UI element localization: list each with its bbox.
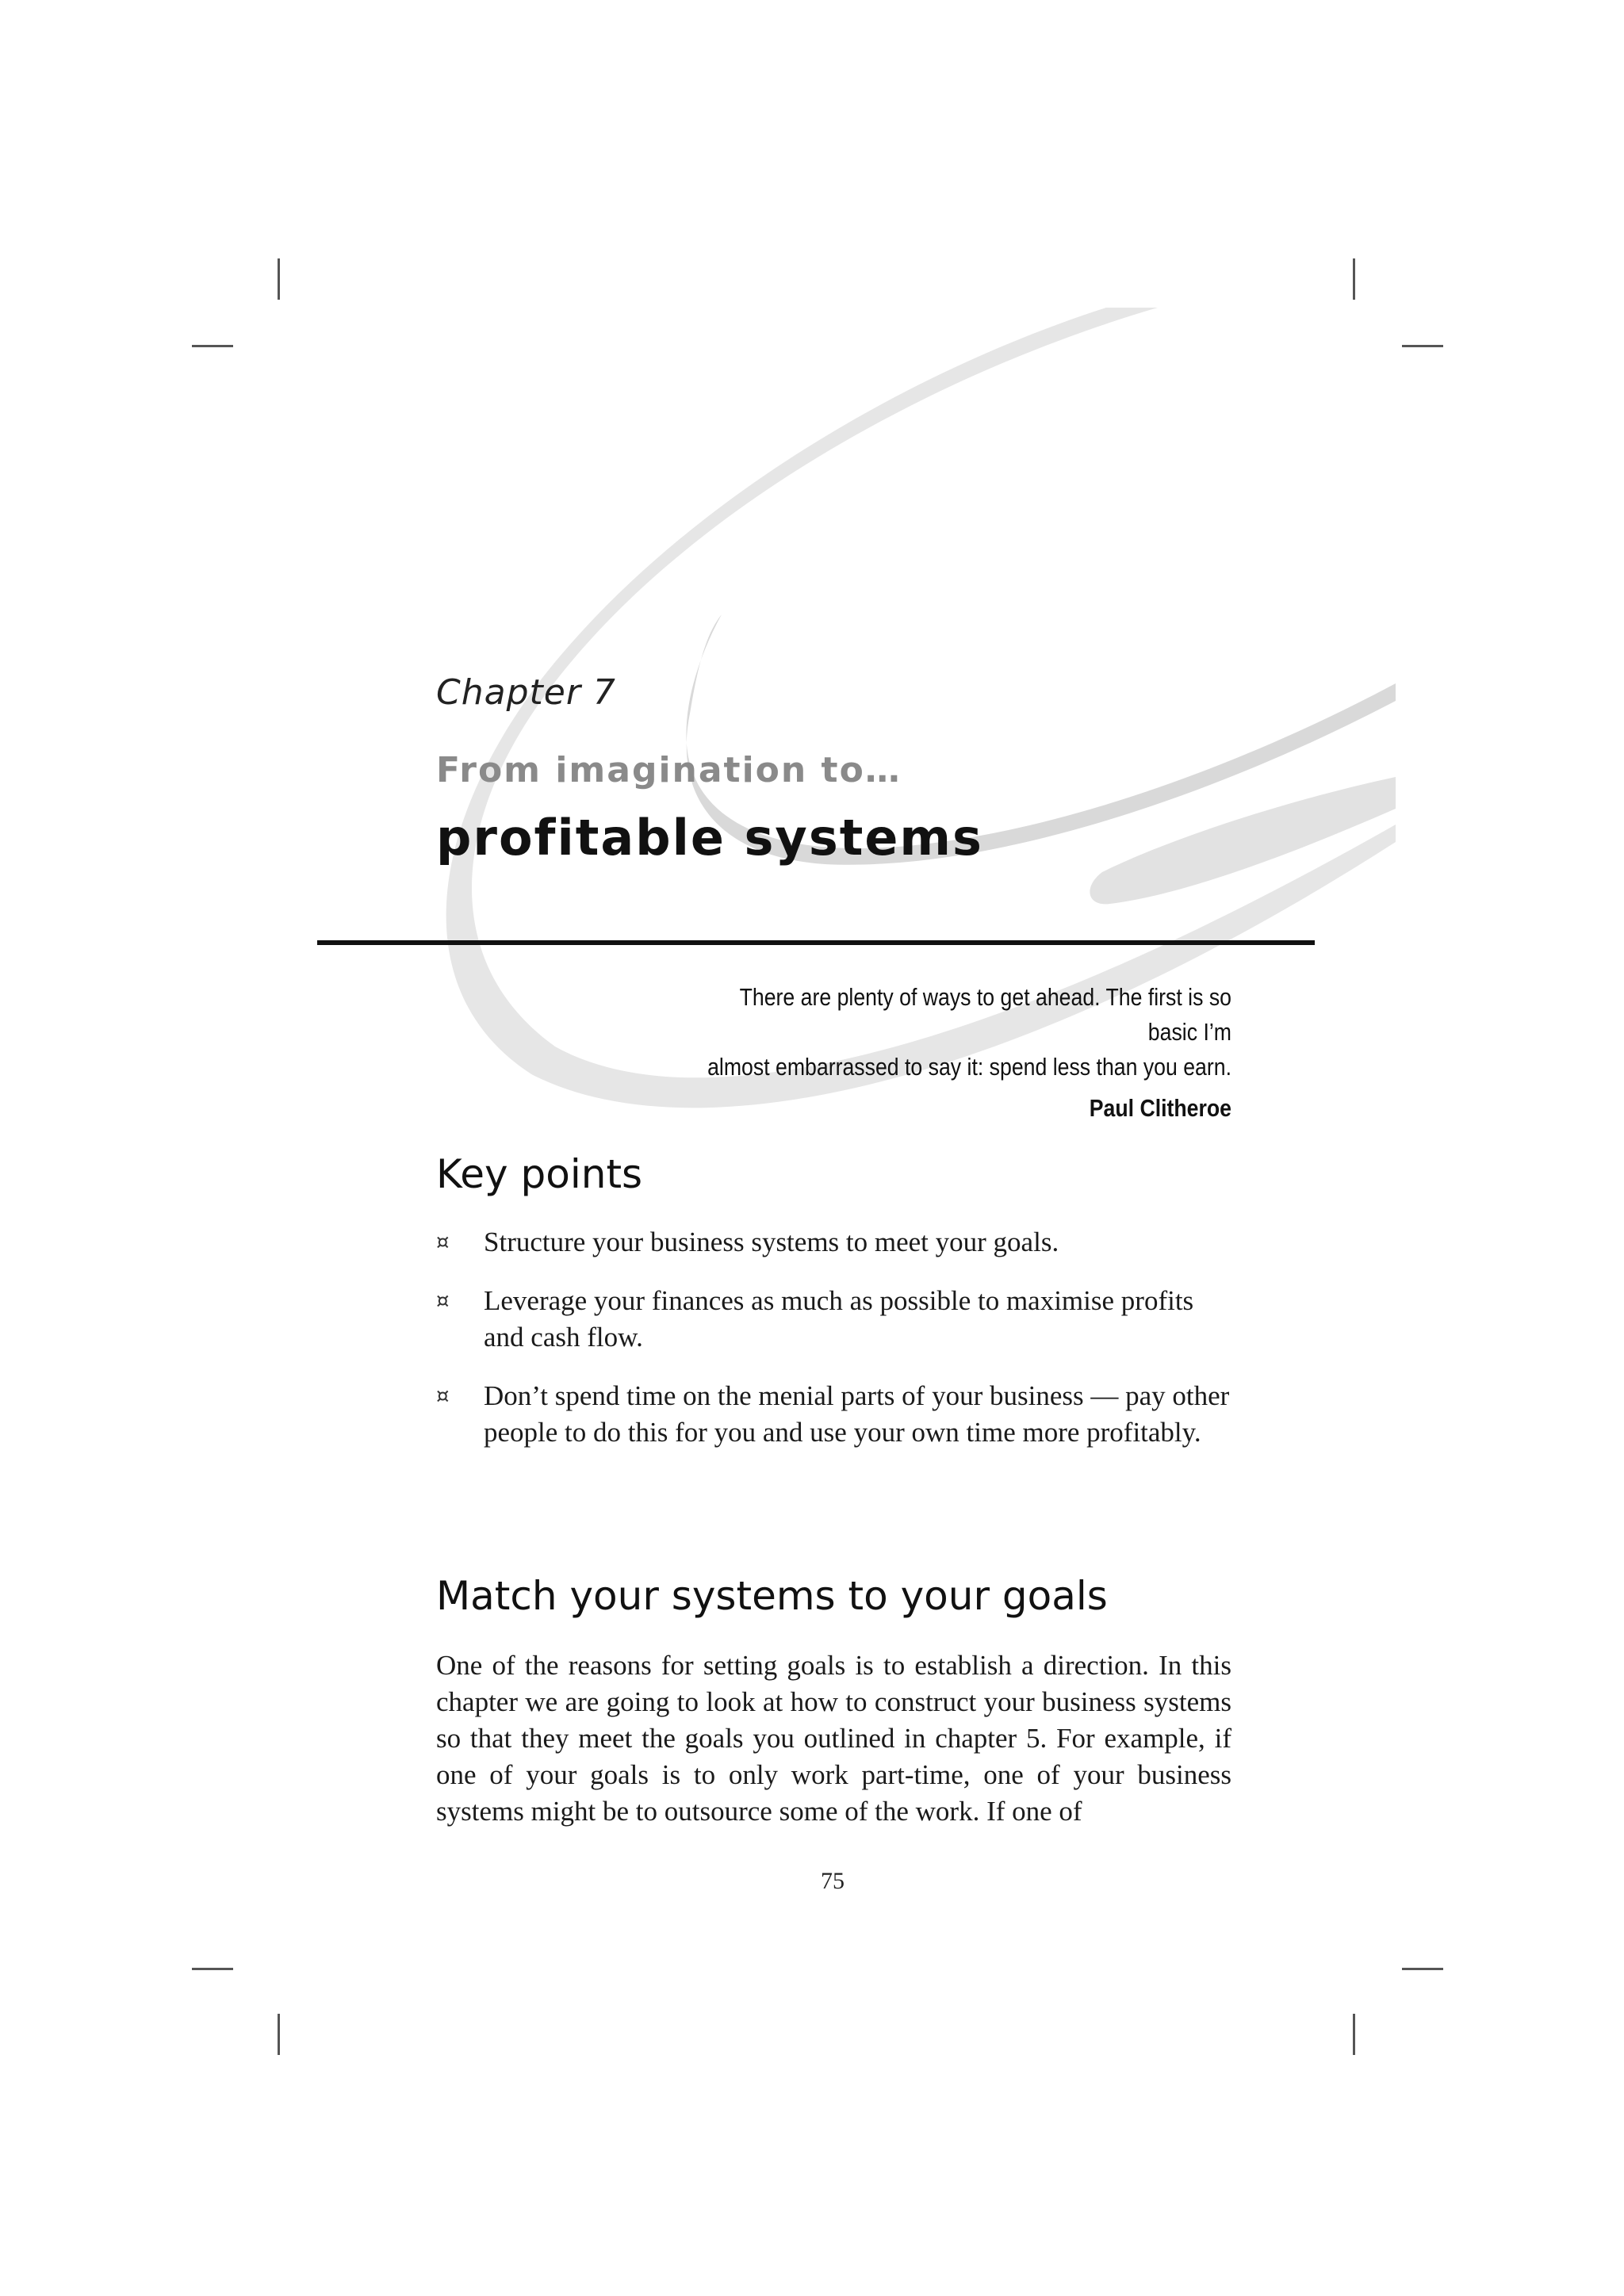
chapter-title: profitable systems — [436, 809, 983, 867]
key-point-item — [436, 1283, 1231, 1356]
key-point-item — [436, 1224, 1231, 1261]
epigraph-line-2: almost embarrassed to say it: spend less than you earn. — [707, 1053, 1231, 1081]
bullet-icon: ¤ — [436, 1289, 450, 1313]
section-paragraph: One of the reasons for setting goals is to establish a direction. In this chapter we are going to look at how to construct your business systems so that they meet the goals you outlined in chapter 5. For example, if one of your goals is to only work part-time, one of your business systems might be to outsource some of the work. If one of — [436, 1650, 1231, 1827]
title-rule — [317, 940, 1315, 945]
key-point-item — [436, 1378, 1231, 1451]
epigraph-author: Paul Clitheroe — [1089, 1094, 1231, 1122]
chapter-label: Chapter 7 — [436, 672, 616, 713]
page-number: 75 — [821, 1868, 845, 1894]
bullet-icon: ¤ — [436, 1384, 450, 1408]
chapter-subtitle: From imagination to… — [436, 750, 902, 790]
key-point-text: Structure your business systems to meet your goals. — [484, 1226, 1059, 1257]
key-points-list — [436, 1224, 1231, 1473]
epigraph — [704, 980, 1231, 1126]
key-point-text: Leverage your finances as much as possible to maximise profits and cash flow. — [484, 1285, 1194, 1353]
bullet-icon: ¤ — [436, 1230, 450, 1254]
epigraph-line-1: There are plenty of ways to get ahead. The first is so basic I’m — [739, 983, 1231, 1046]
key-points-heading: Key points — [436, 1151, 643, 1197]
key-point-text: Don’t spend time on the menial parts of your business — pay other people to do this for you and use your own time more profitably. — [484, 1380, 1230, 1448]
section-heading: Match your systems to your goals — [436, 1573, 1108, 1619]
